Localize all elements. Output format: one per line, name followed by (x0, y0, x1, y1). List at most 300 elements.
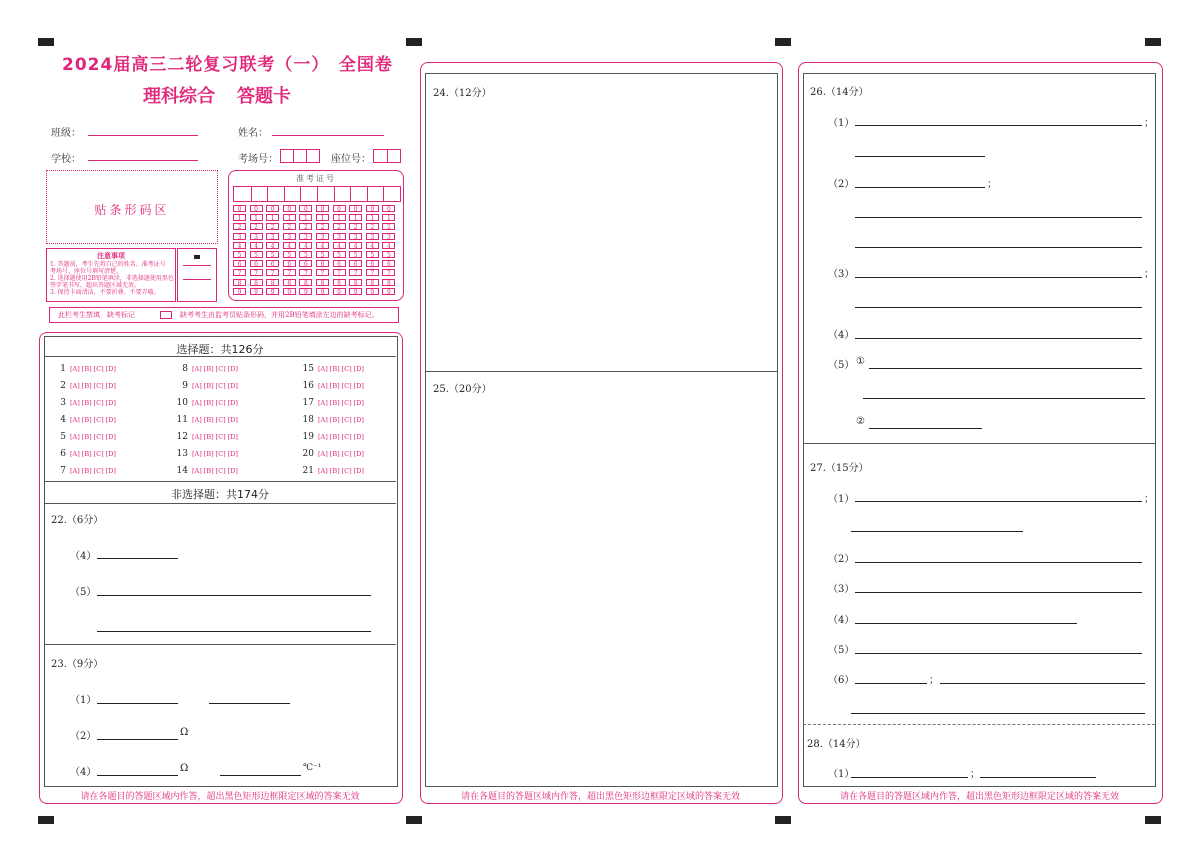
seat-label: 座位号： (331, 154, 371, 165)
choice-option-bubble[interactable]: [B] (329, 433, 340, 441)
admission-digit-bubble[interactable]: 2 (283, 223, 296, 230)
choice-option-bubble[interactable]: [A] (70, 399, 80, 407)
admission-digit-bubble[interactable]: 0 (299, 205, 312, 212)
q26-part3-answer-line2[interactable] (855, 307, 1142, 308)
fill-example-box (177, 248, 217, 302)
choice-option-bubble[interactable]: [D] (353, 467, 364, 475)
choice-option-bubble[interactable]: [A] (70, 382, 80, 390)
choice-question-row (52, 428, 116, 440)
q23-part2-label: （2） (70, 731, 97, 742)
q27-part2-answer[interactable] (855, 562, 1142, 563)
admission-digit-bubble[interactable]: 6 (233, 260, 246, 267)
barcode-area-label: 贴条形码区 (94, 203, 170, 217)
admission-digit-bubble[interactable]: 4 (233, 242, 246, 249)
q22-part4-answer[interactable] (97, 558, 178, 559)
choice-question-row (174, 462, 238, 474)
admission-digit-bubble[interactable]: 0 (316, 205, 329, 212)
admission-digit-bubble[interactable]: 6 (333, 260, 346, 267)
name-field[interactable] (272, 135, 384, 136)
q27-part4-answer[interactable] (855, 623, 1077, 624)
choice-question-row (300, 428, 364, 440)
admission-number-box (228, 170, 404, 301)
choice-option-bubble[interactable]: [B] (203, 382, 214, 390)
choice-option-bubble[interactable]: [B] (81, 365, 92, 373)
admission-digit-bubble[interactable]: 3 (299, 233, 312, 240)
admission-digit-bubble[interactable]: 3 (333, 233, 346, 240)
semicolon: ； (1144, 494, 1154, 505)
choice-option-bubble[interactable]: [D] (353, 382, 364, 390)
choice-question-row (300, 445, 364, 457)
q22-part5-label: （5） (70, 587, 97, 598)
admission-digit-bubble[interactable]: 8 (333, 279, 346, 286)
choice-option-bubble[interactable]: [B] (329, 416, 340, 424)
admission-digit-bubble[interactable]: 3 (349, 233, 362, 240)
admission-digit-bubble[interactable]: 9 (283, 288, 296, 295)
admission-digit-bubble[interactable]: 5 (233, 251, 246, 258)
admission-digit-bubble[interactable]: 2 (382, 223, 395, 230)
choice-option-bubble[interactable]: [D] (227, 433, 238, 441)
choice-option-bubble[interactable]: [D] (227, 365, 238, 373)
q26-part1-label: （1） (828, 118, 855, 129)
choice-option-bubble[interactable]: [B] (203, 467, 214, 475)
admission-digit-bubble[interactable]: 3 (250, 233, 263, 240)
admission-digit-bubble[interactable]: 7 (316, 269, 329, 276)
choice-question-number: 8 (182, 364, 188, 374)
choice-option-bubble[interactable]: [C] (341, 467, 352, 475)
admission-digit-bubble[interactable]: 5 (283, 251, 296, 258)
q23-title: 23.（9分） (51, 659, 104, 670)
choice-option-bubble[interactable]: [D] (105, 399, 116, 407)
admission-digit-bubble[interactable]: 3 (316, 233, 329, 240)
choice-option-bubble[interactable]: [A] (318, 467, 328, 475)
q22-part5-answer-line2[interactable] (97, 631, 371, 632)
admission-digit-bubble[interactable]: 3 (366, 233, 379, 240)
choice-option-bubble[interactable]: [D] (353, 450, 364, 458)
choice-option-bubble[interactable]: [B] (203, 416, 214, 424)
choice-option-bubble[interactable]: [A] (70, 433, 80, 441)
admission-digit-bubble[interactable]: 0 (266, 205, 279, 212)
choice-option-bubble[interactable]: [C] (341, 382, 352, 390)
admission-digit-bubble[interactable]: 9 (349, 288, 362, 295)
q26-part4-answer[interactable] (855, 338, 1142, 339)
q26-part3-answer[interactable] (855, 277, 1142, 278)
choice-option-bubble[interactable]: [C] (215, 382, 226, 390)
admission-digit-bubble[interactable]: 6 (250, 260, 263, 267)
admission-digit-bubble[interactable]: 4 (250, 242, 263, 249)
admission-digit-bubble[interactable]: 8 (366, 279, 379, 286)
admission-digit-bubble[interactable]: 4 (382, 242, 395, 249)
admission-digit-bubble[interactable]: 2 (250, 223, 263, 230)
admission-digit-bubble[interactable]: 4 (366, 242, 379, 249)
q27-title: 27.（15分） (810, 463, 869, 474)
q27-part4-label: （4） (828, 615, 855, 626)
choice-question-number: 19 (302, 432, 314, 442)
choice-option-bubble[interactable]: [C] (341, 416, 352, 424)
choice-option-bubble[interactable]: [C] (93, 365, 104, 373)
choice-option-bubble[interactable]: [A] (192, 450, 202, 458)
choice-option-bubble[interactable]: [B] (81, 399, 92, 407)
choice-option-bubble[interactable]: [D] (105, 416, 116, 424)
semicolon: ； (1144, 269, 1154, 280)
admission-bubble-grid[interactable] (233, 205, 401, 297)
choice-option-bubble[interactable]: [B] (81, 433, 92, 441)
choice-option-bubble[interactable]: [A] (192, 382, 202, 390)
admission-digit-bubble[interactable]: 6 (366, 260, 379, 267)
choice-option-bubble[interactable]: [A] (192, 365, 202, 373)
admission-digit-bubble[interactable]: 9 (266, 288, 279, 295)
choice-question-row (174, 411, 238, 423)
admission-digit-bubble[interactable]: 8 (299, 279, 312, 286)
choice-question-number: 9 (182, 381, 188, 391)
choice-option-bubble[interactable]: [D] (227, 399, 238, 407)
admission-digit-bubble[interactable]: 8 (250, 279, 263, 286)
admission-digit-bubble[interactable]: 6 (299, 260, 312, 267)
admission-digit-bubble[interactable]: 5 (250, 251, 263, 258)
q26-part4-label: （4） (828, 330, 855, 341)
choice-question-number: 1 (60, 364, 66, 374)
q26-part5-answer-1-line2[interactable] (863, 398, 1145, 399)
q22-title: 22.（6分） (51, 515, 104, 526)
admission-cell-divider (367, 187, 368, 201)
absent-checkbox[interactable] (160, 311, 172, 319)
choice-option-bubble[interactable]: [A] (70, 467, 80, 475)
admission-digit-bubble[interactable]: 9 (366, 288, 379, 295)
admission-digit-bubble[interactable]: 9 (333, 288, 346, 295)
q28-part1-answer-b[interactable] (980, 777, 1096, 778)
seat-boxes[interactable] (373, 149, 401, 163)
q27-part1-answer-line2[interactable] (851, 531, 1023, 532)
q26-part2-answer-line3[interactable] (855, 247, 1142, 248)
choice-option-bubble[interactable]: [C] (215, 399, 226, 407)
timing-mark (38, 38, 54, 46)
choice-question-number: 16 (302, 381, 314, 391)
choice-question-number: 2 (60, 381, 66, 391)
choice-question-number: 3 (60, 398, 66, 408)
q28-part1-answer-a[interactable] (851, 777, 968, 778)
q27-part3-label: （3） (828, 584, 855, 595)
choice-question-row (174, 377, 238, 389)
filled-bubble-example (194, 255, 200, 259)
exam-room-label: 考场号： (238, 154, 278, 165)
admission-digit-bubble[interactable]: 9 (299, 288, 312, 295)
q26-part5-answer-2[interactable] (869, 428, 982, 429)
q27-part6-label: （6） (828, 675, 855, 686)
q27-part6-answer-a[interactable] (855, 683, 927, 684)
q27-part6-answer-b[interactable] (940, 683, 1145, 684)
choice-option-bubble[interactable]: [A] (192, 433, 202, 441)
choice-option-bubble[interactable]: [C] (93, 467, 104, 475)
choice-option-bubble[interactable]: [B] (81, 382, 92, 390)
school-label: 学校： (51, 154, 81, 165)
admission-digit-bubble[interactable]: 0 (333, 205, 346, 212)
admission-digit-bubble[interactable]: 8 (316, 279, 329, 286)
choice-option-bubble[interactable]: [A] (70, 416, 80, 424)
q23-part2-answer[interactable] (97, 739, 178, 740)
admission-digit-bubble[interactable]: 7 (250, 269, 263, 276)
q27-part1-label: （1） (828, 494, 855, 505)
choice-option-bubble[interactable]: [B] (81, 416, 92, 424)
choice-option-bubble[interactable]: [C] (341, 433, 352, 441)
q26-title: 26.（14分） (810, 87, 869, 98)
admission-digit-bubble[interactable]: 3 (266, 233, 279, 240)
admission-digit-bubble[interactable]: 1 (366, 214, 379, 221)
q26-part5-label: （5） (828, 360, 855, 371)
admission-digit-bubble[interactable]: 3 (382, 233, 395, 240)
admission-digit-bubble[interactable]: 3 (233, 233, 246, 240)
admission-digit-bubble[interactable]: 5 (366, 251, 379, 258)
q27-part5-label: （5） (828, 645, 855, 656)
q26-part1-answer-line2[interactable] (855, 156, 985, 157)
ohm-unit: Ω (180, 727, 189, 738)
admission-digit-bubble[interactable]: 7 (283, 269, 296, 276)
admission-digit-bubble[interactable]: 2 (233, 223, 246, 230)
choice-option-bubble[interactable]: [D] (105, 382, 116, 390)
circled-one: ① (856, 356, 865, 367)
choice-option-bubble[interactable]: [D] (105, 433, 116, 441)
admission-digit-bubble[interactable]: 2 (316, 223, 329, 230)
choice-option-bubble[interactable]: [C] (215, 365, 226, 373)
q23-part4-answer-b[interactable] (220, 775, 301, 776)
admission-digit-bubble[interactable]: 0 (250, 205, 263, 212)
choice-option-bubble[interactable]: [B] (203, 399, 214, 407)
q23-part1-answer-b[interactable] (209, 703, 290, 704)
admission-digit-bubble[interactable]: 1 (250, 214, 263, 221)
admission-digit-bubble[interactable]: 8 (382, 279, 395, 286)
admission-digit-bubble[interactable]: 1 (233, 214, 246, 221)
divider (44, 503, 396, 504)
choice-option-bubble[interactable]: [A] (192, 416, 202, 424)
admission-cell-divider (317, 187, 318, 201)
choice-option-bubble[interactable]: [C] (93, 399, 104, 407)
admission-digit-bubble[interactable]: 6 (266, 260, 279, 267)
ohm-unit: Ω (180, 763, 189, 774)
circled-two: ② (856, 416, 865, 427)
admission-digit-bubble[interactable]: 7 (299, 269, 312, 276)
admission-digit-bubble[interactable]: 1 (299, 214, 312, 221)
choice-option-bubble[interactable]: [D] (353, 416, 364, 424)
absent-label: 此栏考生禁填 缺考标记 (58, 311, 135, 319)
choice-option-bubble[interactable]: [C] (215, 416, 226, 424)
timing-mark (775, 38, 791, 46)
admission-digit-bubble[interactable]: 8 (349, 279, 362, 286)
choice-option-bubble[interactable]: [D] (105, 467, 116, 475)
q28-title: 28.（14分） (807, 739, 866, 750)
admission-digit-bubble[interactable]: 9 (233, 288, 246, 295)
admission-cell-divider (383, 187, 384, 201)
admission-digit-bubble[interactable]: 8 (283, 279, 296, 286)
q25-answer-area[interactable] (426, 395, 776, 783)
admission-cell-divider (251, 187, 252, 201)
notice-title: 注意事项 (97, 251, 125, 260)
choice-option-bubble[interactable]: [D] (353, 399, 364, 407)
admission-digit-bubble[interactable]: 5 (316, 251, 329, 258)
class-field[interactable] (88, 135, 198, 136)
divider (44, 481, 396, 482)
choice-question-number: 15 (302, 364, 314, 374)
coefficient-unit: ℃⁻¹ (303, 763, 322, 773)
choice-option-bubble[interactable]: [B] (329, 450, 340, 458)
choice-option-bubble[interactable]: [C] (341, 399, 352, 407)
admission-digit-bubble[interactable]: 9 (316, 288, 329, 295)
q26-part1-answer[interactable] (855, 125, 1142, 126)
admission-digit-bubble[interactable]: 1 (382, 214, 395, 221)
admission-digit-bubble[interactable]: 2 (333, 223, 346, 230)
choice-option-bubble[interactable]: [B] (203, 433, 214, 441)
choice-option-bubble[interactable]: [C] (93, 382, 104, 390)
choice-option-bubble[interactable]: [B] (329, 467, 340, 475)
choice-option-bubble[interactable]: [B] (329, 382, 340, 390)
admission-digit-bubble[interactable]: 7 (366, 269, 379, 276)
q27-part6-answer-line2[interactable] (851, 713, 1145, 714)
choice-option-bubble[interactable]: [D] (227, 382, 238, 390)
choice-option-bubble[interactable]: [B] (203, 365, 214, 373)
q27-part3-answer[interactable] (855, 592, 1142, 593)
timing-mark (1145, 816, 1161, 824)
admission-digit-bubble[interactable]: 7 (333, 269, 346, 276)
choice-option-bubble[interactable]: [A] (318, 399, 328, 407)
choice-option-bubble[interactable]: [A] (318, 450, 328, 458)
choice-option-bubble[interactable]: [D] (227, 416, 238, 424)
choice-question-number: 20 (302, 449, 314, 459)
admission-digit-bubble[interactable]: 4 (266, 242, 279, 249)
choice-option-bubble[interactable]: [B] (203, 450, 214, 458)
admission-digit-bubble[interactable]: 6 (283, 260, 296, 267)
choice-option-bubble[interactable]: [A] (192, 399, 202, 407)
choice-option-bubble[interactable]: [B] (329, 399, 340, 407)
admission-cell-divider (267, 187, 268, 201)
divider (425, 371, 777, 372)
choice-option-bubble[interactable]: [A] (70, 365, 80, 373)
choice-option-bubble[interactable]: [D] (353, 433, 364, 441)
admission-digit-bubble[interactable]: 1 (333, 214, 346, 221)
admission-digit-bubble[interactable]: 6 (349, 260, 362, 267)
choice-option-bubble[interactable]: [C] (93, 450, 104, 458)
choice-option-bubble[interactable]: [C] (93, 416, 104, 424)
admission-digit-bubble[interactable]: 4 (333, 242, 346, 249)
choice-option-bubble[interactable]: [C] (341, 365, 352, 373)
admission-digit-bubble[interactable]: 1 (316, 214, 329, 221)
admission-digit-bubble[interactable]: 4 (299, 242, 312, 249)
notice-box (46, 248, 176, 302)
q23-part4-answer-a[interactable] (97, 775, 178, 776)
q22-part4-label: （4） (70, 551, 97, 562)
q24-answer-area[interactable] (426, 86, 776, 370)
choice-question-number: 21 (302, 466, 314, 476)
q26-part2-answer[interactable] (855, 187, 985, 188)
admission-digit-bubble[interactable]: 4 (316, 242, 329, 249)
choice-option-bubble[interactable]: [C] (215, 450, 226, 458)
admission-digit-bubble[interactable]: 2 (266, 223, 279, 230)
choice-option-bubble[interactable]: [D] (105, 365, 116, 373)
barcode-area[interactable] (46, 170, 218, 244)
q22-part5-answer[interactable] (97, 595, 371, 596)
choice-option-bubble[interactable]: [C] (93, 433, 104, 441)
choice-option-bubble[interactable]: [B] (329, 365, 340, 373)
choice-question-row (52, 377, 116, 389)
admission-digit-bubble[interactable]: 8 (266, 279, 279, 286)
choice-option-bubble[interactable]: [D] (227, 450, 238, 458)
choice-option-bubble[interactable]: [C] (341, 450, 352, 458)
exam-room-boxes[interactable] (280, 149, 320, 163)
choice-question-row (174, 428, 238, 440)
admission-digit-bubble[interactable]: 7 (233, 269, 246, 276)
right-answer-region (803, 73, 1156, 787)
choice-option-bubble[interactable]: [A] (192, 467, 202, 475)
admission-digit-bubble[interactable]: 3 (283, 233, 296, 240)
nonchoice-header: 非选择题：共174分 (171, 488, 269, 501)
q27-part5-answer[interactable] (855, 653, 1142, 654)
choice-option-bubble[interactable]: [A] (318, 382, 328, 390)
choice-question-number: 18 (302, 415, 314, 425)
admission-digit-bubble[interactable]: 2 (349, 223, 362, 230)
admission-digit-bubble[interactable]: 7 (266, 269, 279, 276)
q26-part2-label: （2） (828, 179, 855, 190)
admission-digit-bubble[interactable]: 5 (266, 251, 279, 258)
choice-option-bubble[interactable]: [B] (81, 450, 92, 458)
q28-part1-label: （1） (828, 769, 855, 780)
choice-option-bubble[interactable]: [D] (227, 467, 238, 475)
admission-digit-bubble[interactable]: 1 (349, 214, 362, 221)
choice-question-number: 12 (176, 432, 188, 442)
admission-cell-divider (334, 187, 335, 201)
admission-digit-bubble[interactable]: 0 (382, 205, 395, 212)
choice-option-bubble[interactable]: [A] (318, 416, 328, 424)
choice-option-bubble[interactable]: [A] (318, 433, 328, 441)
q26-part2-answer-line2[interactable] (855, 217, 1142, 218)
choice-option-bubble[interactable]: [A] (70, 450, 80, 458)
admission-digit-bubble[interactable]: 2 (366, 223, 379, 230)
choice-option-bubble[interactable]: [D] (105, 450, 116, 458)
admission-digit-bubble[interactable]: 8 (233, 279, 246, 286)
admission-digit-bubble[interactable]: 7 (382, 269, 395, 276)
choice-option-bubble[interactable]: [C] (215, 467, 226, 475)
admission-digit-bubble[interactable]: 4 (349, 242, 362, 249)
choice-option-bubble[interactable]: [B] (81, 467, 92, 475)
q23-part1-answer-a[interactable] (97, 703, 178, 704)
q27-part2-label: （2） (828, 554, 855, 565)
q27-part1-answer[interactable] (855, 501, 1142, 502)
choice-question-number: 4 (60, 415, 66, 425)
choice-question-row (174, 445, 238, 457)
admission-digit-bubble[interactable]: 5 (333, 251, 346, 258)
admission-digit-bubble[interactable]: 6 (316, 260, 329, 267)
timing-mark (775, 816, 791, 824)
admission-digit-bubble[interactable]: 1 (266, 214, 279, 221)
admission-digit-bubble[interactable]: 9 (250, 288, 263, 295)
admission-digit-bubble[interactable]: 0 (366, 205, 379, 212)
q26-part5-answer-1[interactable] (869, 368, 1142, 369)
choice-option-bubble[interactable]: [C] (215, 433, 226, 441)
admission-digit-bubble[interactable]: 5 (349, 251, 362, 258)
school-field[interactable] (88, 160, 198, 161)
admission-digit-bubble[interactable]: 7 (349, 269, 362, 276)
admission-digit-cells[interactable] (233, 186, 401, 202)
admission-digit-bubble[interactable]: 0 (349, 205, 362, 212)
choice-question-row (300, 462, 364, 474)
admission-digit-bubble[interactable]: 2 (299, 223, 312, 230)
admission-digit-bubble[interactable]: 5 (299, 251, 312, 258)
admission-digit-bubble[interactable]: 0 (233, 205, 246, 212)
choice-option-bubble[interactable]: [A] (318, 365, 328, 373)
admission-digit-bubble[interactable]: 9 (382, 288, 395, 295)
name-label: 姓名： (238, 128, 268, 139)
admission-digit-bubble[interactable]: 1 (283, 214, 296, 221)
admission-digit-bubble[interactable]: 4 (283, 242, 296, 249)
choice-option-bubble[interactable]: [D] (353, 365, 364, 373)
admission-digit-bubble[interactable]: 0 (283, 205, 296, 212)
admission-digit-bubble[interactable]: 5 (382, 251, 395, 258)
admission-digit-bubble[interactable]: 6 (382, 260, 395, 267)
